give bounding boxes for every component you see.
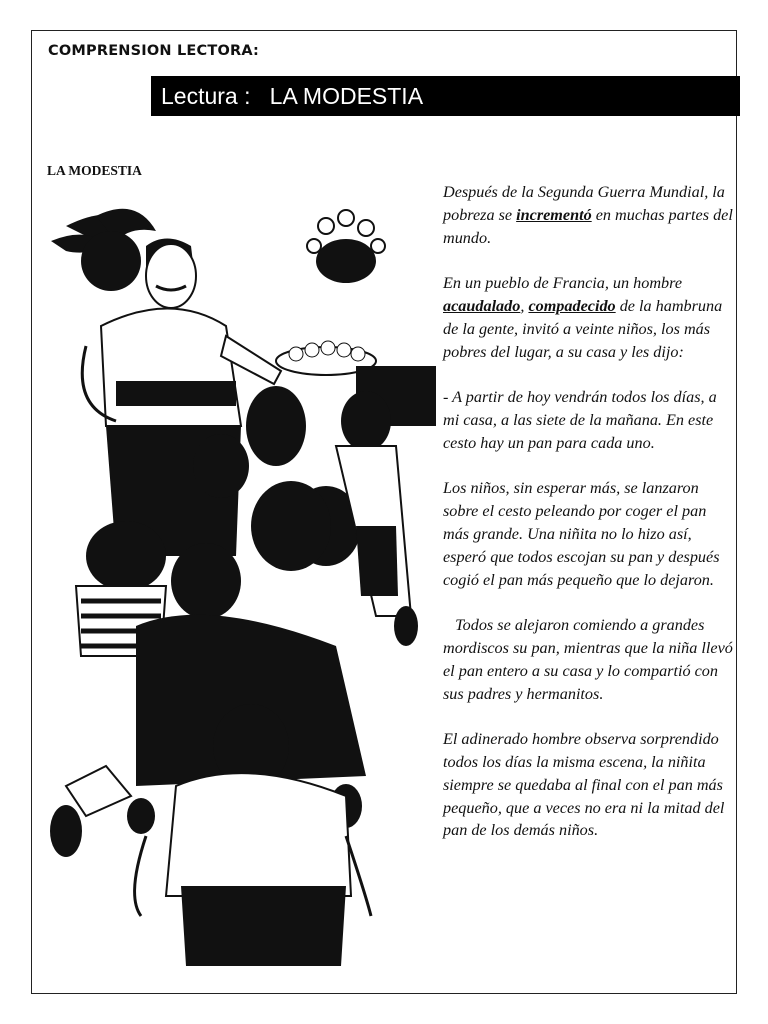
vocab-compadecido: compadecido — [528, 296, 616, 315]
flower-pot-illustration — [307, 210, 385, 283]
paragraph-5: Todos se alejaron comiendo a grandes mordiscos su pan, mientras que la niña llevó el pan entero a su casa y lo compartió con sus padres y hermanitos. — [443, 616, 733, 703]
paragraph-6: El adinerado hombre observa sorprendido todos los días la misma escena, la niñita siempre se quedaba al final con el pan más pequeño, que a veces no era ni la mitad del pan de los demás niños. — [443, 730, 725, 840]
lesson-title-bar: Lectura : LA MODESTIA — [151, 76, 740, 116]
story-illustration — [46, 196, 436, 966]
paragraph-1: Después de la Segunda Guerra Mundial, la pobreza se incrementó en muchas partes del mundo. — [443, 183, 733, 247]
section-heading: COMPRENSION LECTORA: — [48, 43, 260, 59]
vocab-incremento: incrementó — [516, 205, 592, 224]
story-text — [443, 181, 733, 865]
paragraph-3: - A partir de hoy vendrán todos los días, a mi casa, a las siete de la mañana. En este cesto hay un pan para cada uno. — [443, 388, 717, 452]
plant-illustration — [51, 209, 156, 291]
vocab-acaudalado: acaudalado — [443, 296, 521, 315]
children-illustration — [50, 386, 418, 966]
story-subtitle: LA MODESTIA — [47, 163, 142, 178]
paragraph-4: Los niños, sin esperar más, se lanzaron sobre el cesto peleando por coger el pan más grande. Una niñita no lo hizo así, esperó que todos escojan su pan y después cogió el pan más pequeño que lo dejaron. — [443, 479, 720, 589]
paragraph-2: En un pueblo de Francia, un hombre acaudalado, compadecido de la hambruna de la gente, invitó a veinte niños, los más pobres del lugar, a su casa y les dijo: — [443, 274, 723, 361]
